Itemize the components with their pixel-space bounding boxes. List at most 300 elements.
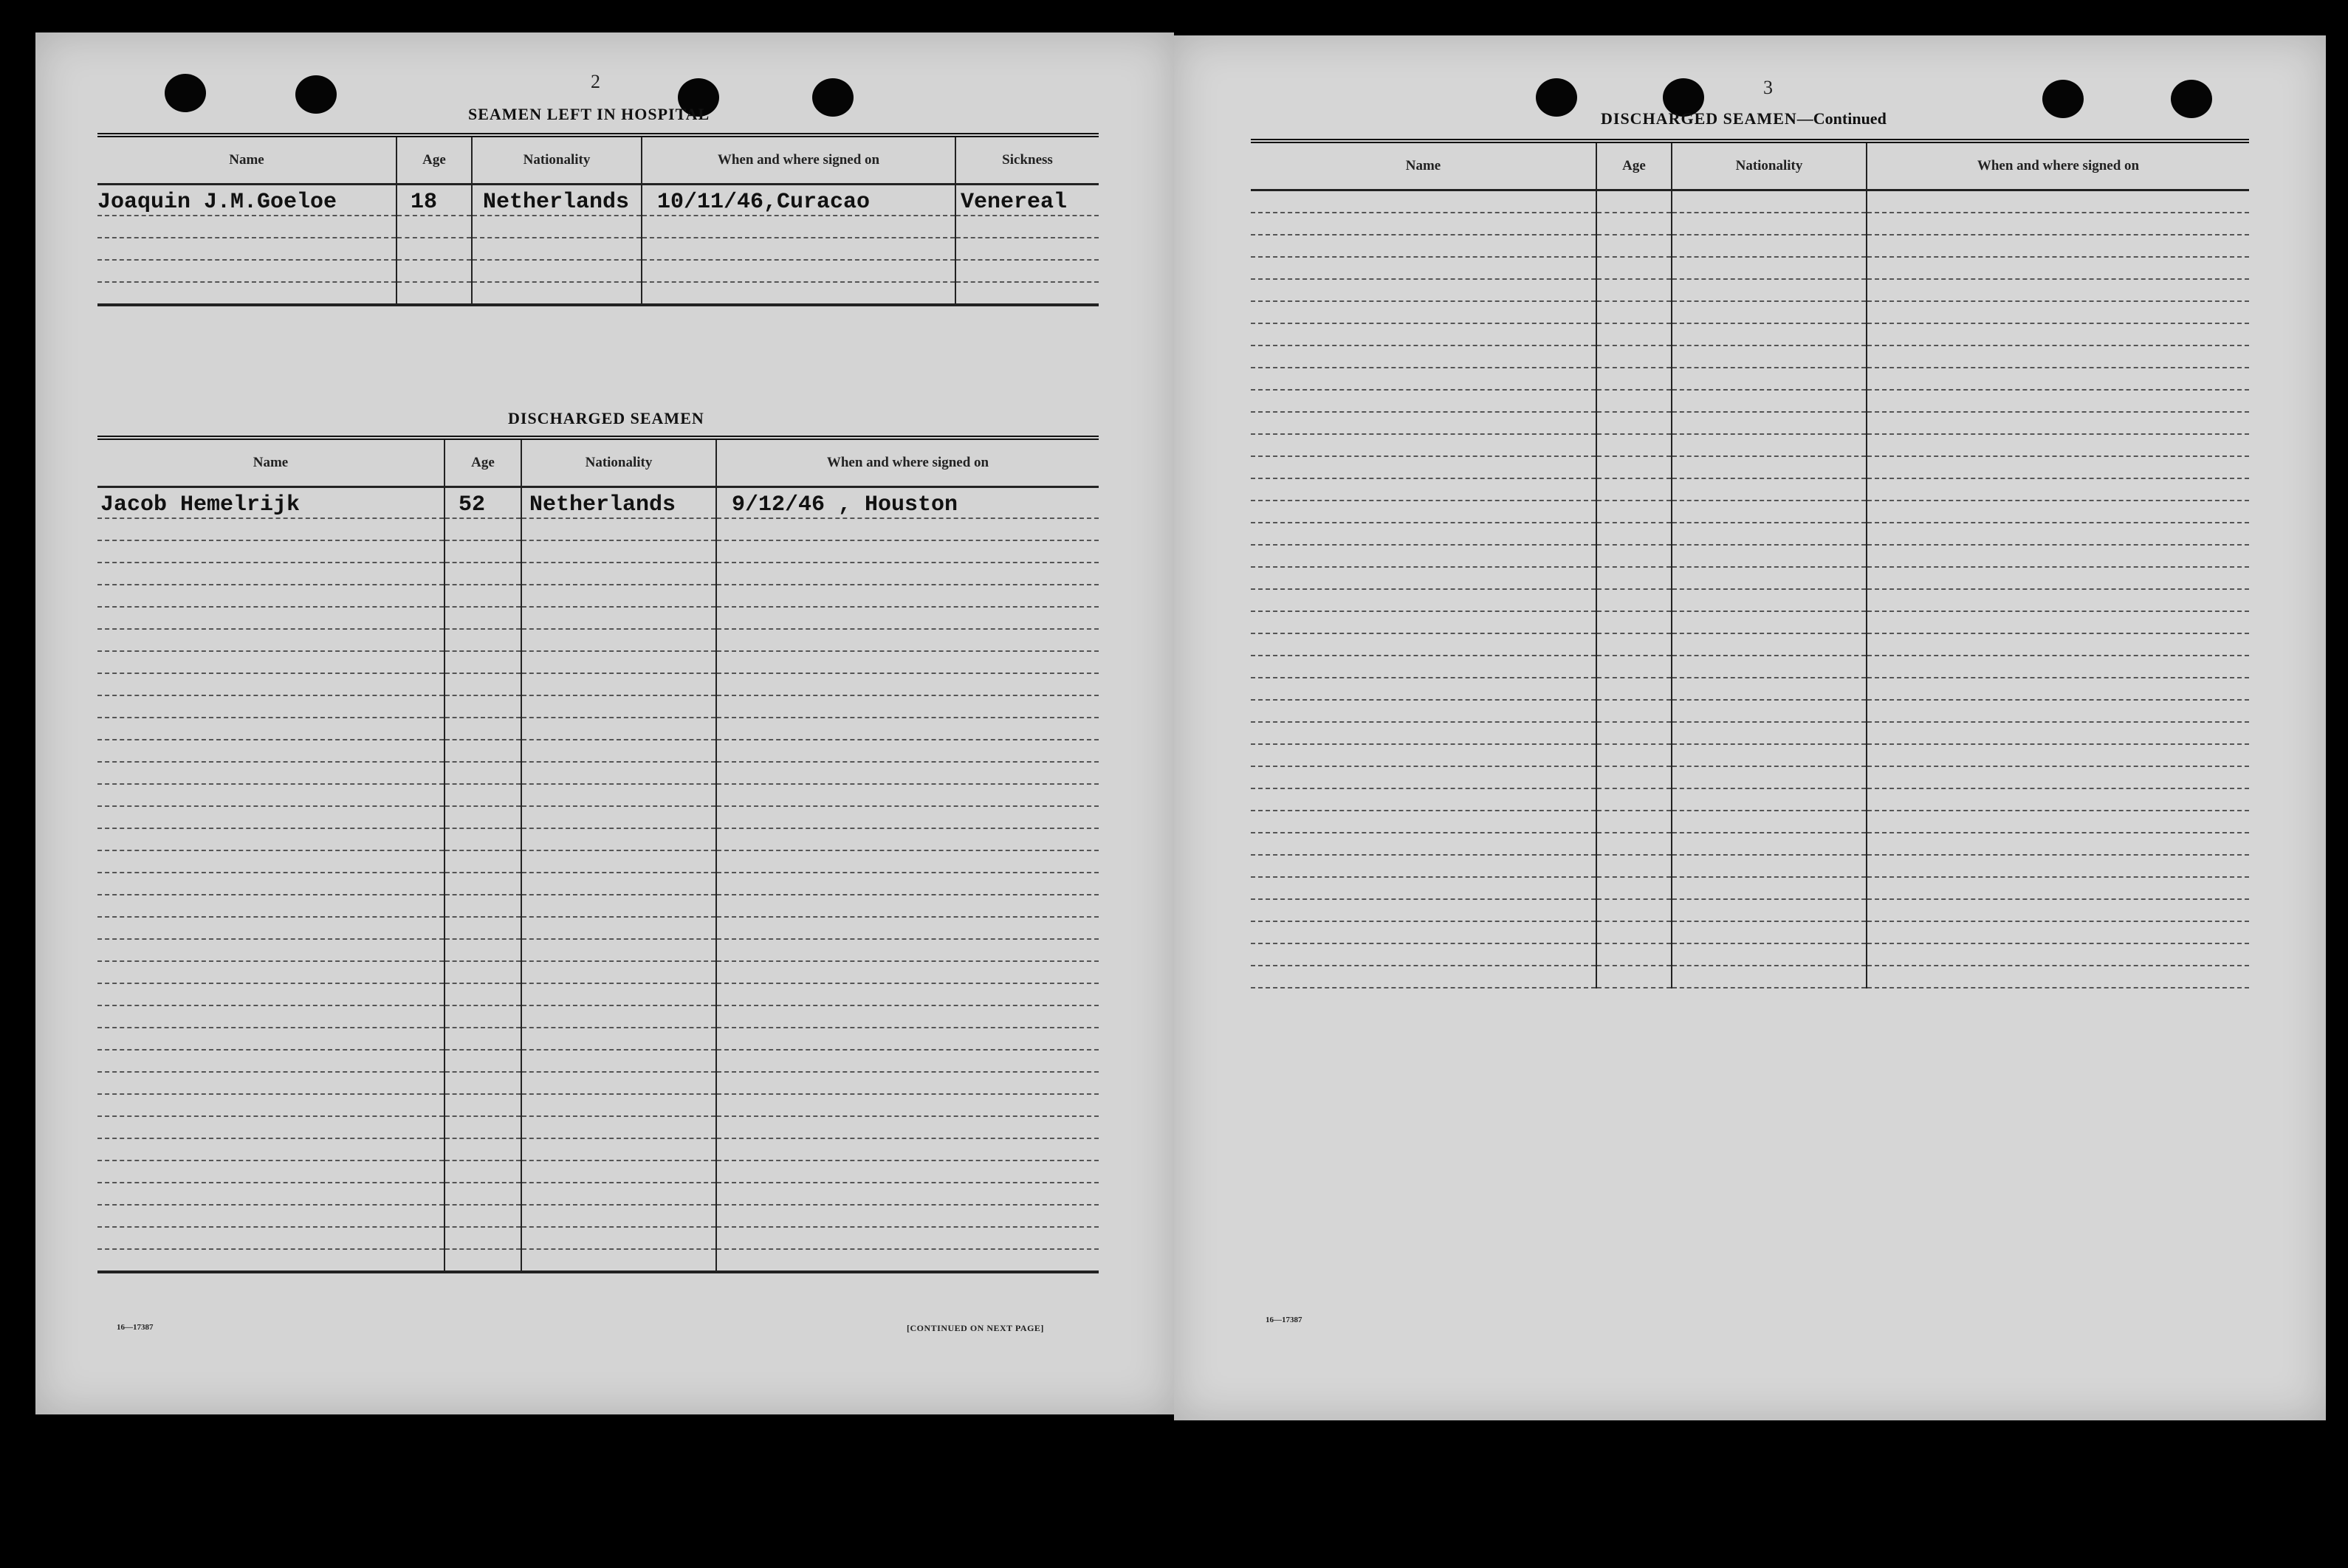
blank-cell xyxy=(1867,190,2249,213)
seaman-name: Joaquin J.M.Goeloe xyxy=(97,185,397,216)
blank-cell xyxy=(444,1205,521,1227)
blank-cell xyxy=(444,629,521,651)
table-row xyxy=(1251,700,2249,722)
punch-hole xyxy=(1536,78,1577,117)
blank-cell xyxy=(1672,611,1867,633)
blank-cell xyxy=(521,1072,716,1094)
table-row xyxy=(97,1050,1099,1072)
blank-cell xyxy=(1596,788,1672,811)
blank-cell xyxy=(1251,589,1596,611)
blank-cell xyxy=(521,607,716,629)
blank-cell xyxy=(716,895,1099,917)
blank-cell xyxy=(521,850,716,873)
blank-cell xyxy=(1672,456,1867,478)
table-row xyxy=(97,740,1099,762)
blank-cell xyxy=(716,629,1099,651)
blank-cell xyxy=(444,651,521,673)
table-row xyxy=(97,1116,1099,1138)
table-row xyxy=(97,961,1099,983)
blank-cell xyxy=(1672,279,1867,301)
punch-hole xyxy=(2171,80,2212,118)
punch-hole xyxy=(295,75,337,114)
blank-cell xyxy=(1251,301,1596,323)
blank-cell xyxy=(444,1227,521,1249)
table-row xyxy=(1251,833,2249,855)
blank-cell xyxy=(1867,390,2249,412)
blank-cell xyxy=(1672,235,1867,257)
signed-on: 10/11/46,Curacao xyxy=(642,185,955,216)
blank-cell xyxy=(444,1094,521,1116)
blank-cell xyxy=(1867,368,2249,390)
blank-cell xyxy=(521,740,716,762)
blank-cell xyxy=(1596,279,1672,301)
blank-cell xyxy=(97,540,444,563)
blank-cell xyxy=(1672,678,1867,700)
table-row xyxy=(97,762,1099,784)
blank-cell xyxy=(716,983,1099,1005)
blank-cell xyxy=(444,1183,521,1205)
table-row xyxy=(97,1249,1099,1272)
hospital-section-heading: SEAMEN LEFT IN HOSPITAL xyxy=(468,105,710,123)
blank-cell xyxy=(716,828,1099,850)
blank-cell xyxy=(521,1138,716,1160)
column-header: Sickness xyxy=(955,135,1099,185)
blank-cell xyxy=(1867,235,2249,257)
blank-cell xyxy=(1867,501,2249,523)
blank-cell xyxy=(521,563,716,585)
blank-cell xyxy=(1867,257,2249,279)
blank-cell xyxy=(716,1183,1099,1205)
blank-cell xyxy=(1596,257,1672,279)
blank-cell xyxy=(444,917,521,939)
blank-cell xyxy=(716,806,1099,828)
blank-cell xyxy=(444,895,521,917)
blank-cell xyxy=(97,651,444,673)
blank-cell xyxy=(716,585,1099,607)
table-row xyxy=(97,260,1099,282)
blank-cell xyxy=(97,629,444,651)
table-row xyxy=(97,673,1099,695)
blank-cell xyxy=(1251,943,1596,966)
blank-cell xyxy=(97,1116,444,1138)
blank-cell xyxy=(444,762,521,784)
blank-cell xyxy=(716,1160,1099,1183)
blank-cell xyxy=(521,518,716,540)
blank-cell xyxy=(1672,323,1867,345)
table-row xyxy=(1251,456,2249,478)
blank-cell xyxy=(97,828,444,850)
blank-cell xyxy=(1672,899,1867,921)
blank-cell xyxy=(1867,523,2249,545)
table-row xyxy=(1251,877,2249,899)
blank-cell xyxy=(716,850,1099,873)
blank-cell xyxy=(521,540,716,563)
blank-cell xyxy=(1867,855,2249,877)
blank-cell xyxy=(1867,567,2249,589)
blank-cell xyxy=(521,718,716,740)
heading-suffix: —Continued xyxy=(1796,109,1887,128)
blank-cell xyxy=(1251,213,1596,235)
blank-cell xyxy=(716,917,1099,939)
blank-cell xyxy=(97,718,444,740)
blank-cell xyxy=(1251,545,1596,567)
table-row xyxy=(1251,633,2249,656)
blank-cell xyxy=(1596,523,1672,545)
table-row xyxy=(97,629,1099,651)
blank-cell xyxy=(1596,589,1672,611)
blank-cell xyxy=(521,1227,716,1249)
blank-cell xyxy=(521,651,716,673)
blank-cell xyxy=(1867,611,2249,633)
blank-cell xyxy=(1251,412,1596,434)
blank-cell xyxy=(1251,833,1596,855)
table-row xyxy=(1251,788,2249,811)
blank-cell xyxy=(521,1116,716,1138)
continued-note: [CONTINUED ON NEXT PAGE] xyxy=(907,1323,1044,1333)
table-row xyxy=(97,238,1099,260)
blank-cell xyxy=(444,740,521,762)
blank-cell xyxy=(97,1183,444,1205)
blank-cell xyxy=(1596,766,1672,788)
blank-cell xyxy=(444,961,521,983)
heading-text: DISCHARGED SEAMEN xyxy=(1601,109,1797,128)
blank-cell xyxy=(97,1005,444,1028)
blank-cell xyxy=(97,518,444,540)
punch-hole xyxy=(2042,80,2084,118)
table-row xyxy=(1251,434,2249,456)
blank-cell xyxy=(444,1138,521,1160)
blank-cell xyxy=(1596,368,1672,390)
blank-cell xyxy=(1251,456,1596,478)
blank-cell xyxy=(1251,744,1596,766)
blank-cell xyxy=(444,850,521,873)
table-row xyxy=(1251,943,2249,966)
blank-cell xyxy=(1867,966,2249,988)
blank-cell xyxy=(1867,788,2249,811)
table-row xyxy=(97,1005,1099,1028)
blank-cell xyxy=(1867,589,2249,611)
table-row xyxy=(1251,766,2249,788)
blank-cell xyxy=(444,1116,521,1138)
column-header: Name xyxy=(97,438,444,487)
table-row xyxy=(97,1138,1099,1160)
table-row xyxy=(97,185,1099,216)
blank-cell xyxy=(1867,412,2249,434)
blank-cell xyxy=(1867,899,2249,921)
table-row xyxy=(1251,235,2249,257)
blank-cell xyxy=(444,828,521,850)
table-row xyxy=(1251,567,2249,589)
blank-cell xyxy=(97,1094,444,1116)
blank-cell xyxy=(97,1050,444,1072)
blank-cell xyxy=(1251,899,1596,921)
blank-cell xyxy=(97,939,444,961)
blank-cell xyxy=(444,607,521,629)
blank-cell xyxy=(1672,788,1867,811)
blank-cell xyxy=(521,1183,716,1205)
blank-cell xyxy=(716,695,1099,718)
blank-cell xyxy=(444,939,521,961)
blank-cell xyxy=(444,1005,521,1028)
blank-cell xyxy=(1251,567,1596,589)
table-row xyxy=(97,1094,1099,1116)
blank-cell xyxy=(1251,390,1596,412)
seaman-name: Jacob Hemelrijk xyxy=(97,487,444,519)
blank-cell xyxy=(1596,390,1672,412)
table-row xyxy=(97,585,1099,607)
blank-cell xyxy=(1596,633,1672,656)
blank-cell xyxy=(716,718,1099,740)
blank-cell xyxy=(1251,611,1596,633)
blank-cell xyxy=(521,784,716,806)
table-row xyxy=(97,718,1099,740)
table-row xyxy=(1251,545,2249,567)
blank-cell xyxy=(521,1005,716,1028)
blank-cell xyxy=(1672,921,1867,943)
blank-cell xyxy=(521,983,716,1005)
blank-cell xyxy=(444,518,521,540)
table-row xyxy=(97,828,1099,850)
blank-cell xyxy=(1867,943,2249,966)
table-row xyxy=(1251,678,2249,700)
blank-cell xyxy=(716,1116,1099,1138)
blank-cell xyxy=(444,585,521,607)
blank-cell xyxy=(1596,301,1672,323)
column-header: Age xyxy=(1596,141,1672,190)
blank-cell xyxy=(1596,899,1672,921)
blank-cell xyxy=(1867,921,2249,943)
blank-cell xyxy=(97,762,444,784)
blank-cell xyxy=(1251,368,1596,390)
blank-cell xyxy=(521,895,716,917)
blank-cell xyxy=(1867,478,2249,501)
page-number: 2 xyxy=(591,71,600,92)
blank-cell xyxy=(716,1094,1099,1116)
blank-cell xyxy=(1867,678,2249,700)
blank-cell xyxy=(1867,434,2249,456)
table-row xyxy=(97,983,1099,1005)
blank-cell xyxy=(1672,744,1867,766)
blank-cell xyxy=(1251,877,1596,899)
table-row xyxy=(1251,190,2249,213)
seaman-nationality: Netherlands xyxy=(521,487,716,519)
blank-cell xyxy=(1672,412,1867,434)
blank-cell xyxy=(1867,456,2249,478)
blank-cell xyxy=(1251,921,1596,943)
form-number: 16—17387 xyxy=(117,1323,154,1332)
table-row xyxy=(1251,589,2249,611)
blank-cell xyxy=(521,961,716,983)
table-row xyxy=(1251,257,2249,279)
blank-cell xyxy=(1251,434,1596,456)
table-row xyxy=(97,1205,1099,1227)
blank-cell xyxy=(1867,833,2249,855)
column-header: When and where signed on xyxy=(1867,141,2249,190)
table-row xyxy=(1251,279,2249,301)
table-row xyxy=(97,1160,1099,1183)
column-header: Age xyxy=(444,438,521,487)
blank-cell xyxy=(1596,611,1672,633)
table-row xyxy=(1251,412,2249,434)
table-row xyxy=(97,487,1099,519)
blank-cell xyxy=(521,1028,716,1050)
blank-cell xyxy=(1672,390,1867,412)
table-row xyxy=(97,939,1099,961)
blank-cell xyxy=(1251,235,1596,257)
table-row xyxy=(1251,523,2249,545)
blank-cell xyxy=(716,1249,1099,1272)
blank-cell xyxy=(1596,811,1672,833)
blank-cell xyxy=(97,585,444,607)
blank-cell xyxy=(1596,501,1672,523)
blank-cell xyxy=(1672,257,1867,279)
blank-cell xyxy=(1867,213,2249,235)
column-header: Age xyxy=(397,135,472,185)
blank-cell xyxy=(716,563,1099,585)
blank-cell xyxy=(1251,633,1596,656)
column-header: Name xyxy=(97,135,397,185)
blank-cell xyxy=(716,540,1099,563)
blank-cell xyxy=(1672,811,1867,833)
blank-cell xyxy=(716,518,1099,540)
blank-cell xyxy=(521,1160,716,1183)
blank-cell xyxy=(1867,279,2249,301)
table-row xyxy=(1251,611,2249,633)
blank-cell xyxy=(444,540,521,563)
blank-cell xyxy=(1251,855,1596,877)
blank-cell xyxy=(1596,345,1672,368)
signed-on: 9/12/46 , Houston xyxy=(716,487,1099,519)
blank-cell xyxy=(97,850,444,873)
blank-cell xyxy=(97,1072,444,1094)
blank-cell xyxy=(716,961,1099,983)
blank-cell xyxy=(1596,545,1672,567)
table-row xyxy=(97,1227,1099,1249)
table-row xyxy=(1251,656,2249,678)
table-row xyxy=(1251,301,2249,323)
page-number: 3 xyxy=(1763,77,1773,98)
blank-cell xyxy=(444,784,521,806)
discharged-continued-table xyxy=(1251,139,2249,988)
blank-cell xyxy=(1596,921,1672,943)
blank-cell xyxy=(1596,323,1672,345)
blank-cell xyxy=(521,873,716,895)
blank-cell xyxy=(1251,766,1596,788)
blank-cell xyxy=(1596,877,1672,899)
punch-hole xyxy=(165,74,206,112)
blank-cell xyxy=(97,1249,444,1272)
blank-cell xyxy=(1867,811,2249,833)
blank-cell xyxy=(97,607,444,629)
table-row xyxy=(1251,478,2249,501)
blank-cell xyxy=(1596,456,1672,478)
table-row xyxy=(97,1183,1099,1205)
blank-cell xyxy=(1672,301,1867,323)
blank-cell xyxy=(97,806,444,828)
blank-cell xyxy=(1867,744,2249,766)
blank-cell xyxy=(1672,855,1867,877)
blank-cell xyxy=(1251,966,1596,988)
blank-cell xyxy=(1867,656,2249,678)
blank-cell xyxy=(1867,545,2249,567)
blank-cell xyxy=(97,1160,444,1183)
blank-cell xyxy=(1251,788,1596,811)
blank-cell xyxy=(1867,722,2249,744)
blank-cell xyxy=(97,1138,444,1160)
seaman-age: 52 xyxy=(444,487,521,519)
blank-cell xyxy=(1672,633,1867,656)
blank-cell xyxy=(521,1205,716,1227)
table-row xyxy=(97,784,1099,806)
table-row xyxy=(1251,921,2249,943)
blank-cell xyxy=(1596,744,1672,766)
blank-cell xyxy=(521,806,716,828)
blank-cell xyxy=(716,1028,1099,1050)
right-page xyxy=(1174,35,2326,1420)
blank-cell xyxy=(716,1050,1099,1072)
blank-cell xyxy=(1596,434,1672,456)
left-page xyxy=(35,32,1174,1414)
blank-cell xyxy=(1672,368,1867,390)
blank-cell xyxy=(1672,213,1867,235)
blank-cell xyxy=(1596,700,1672,722)
blank-cell xyxy=(1596,478,1672,501)
blank-cell xyxy=(1596,966,1672,988)
blank-cell xyxy=(97,917,444,939)
blank-cell xyxy=(1251,478,1596,501)
table-row xyxy=(1251,323,2249,345)
blank-cell xyxy=(521,1094,716,1116)
blank-cell xyxy=(1867,301,2249,323)
blank-cell xyxy=(1251,279,1596,301)
blank-cell xyxy=(521,828,716,850)
blank-cell xyxy=(1596,855,1672,877)
discharged-section-heading: DISCHARGED SEAMEN xyxy=(508,409,704,427)
blank-cell xyxy=(97,695,444,718)
blank-cell xyxy=(1867,345,2249,368)
table-row xyxy=(1251,390,2249,412)
blank-cell xyxy=(716,762,1099,784)
blank-cell xyxy=(521,1050,716,1072)
table-row xyxy=(1251,368,2249,390)
blank-cell xyxy=(1672,700,1867,722)
blank-cell xyxy=(97,1227,444,1249)
blank-cell xyxy=(716,1205,1099,1227)
blank-cell xyxy=(97,784,444,806)
blank-cell xyxy=(1596,722,1672,744)
table-row xyxy=(97,695,1099,718)
blank-cell xyxy=(1672,943,1867,966)
blank-cell xyxy=(1672,345,1867,368)
blank-cell xyxy=(1672,589,1867,611)
table-row xyxy=(97,1028,1099,1050)
table-row xyxy=(1251,345,2249,368)
blank-cell xyxy=(1672,656,1867,678)
blank-cell xyxy=(444,673,521,695)
blank-cell xyxy=(444,1028,521,1050)
table-row xyxy=(1251,811,2249,833)
blank-cell xyxy=(521,695,716,718)
blank-cell xyxy=(1251,722,1596,744)
column-header: Nationality xyxy=(521,438,716,487)
blank-cell xyxy=(1596,213,1672,235)
blank-cell xyxy=(1251,345,1596,368)
blank-cell xyxy=(97,961,444,983)
blank-cell xyxy=(716,607,1099,629)
blank-cell xyxy=(1596,943,1672,966)
blank-cell xyxy=(716,740,1099,762)
column-header: Name xyxy=(1251,141,1596,190)
